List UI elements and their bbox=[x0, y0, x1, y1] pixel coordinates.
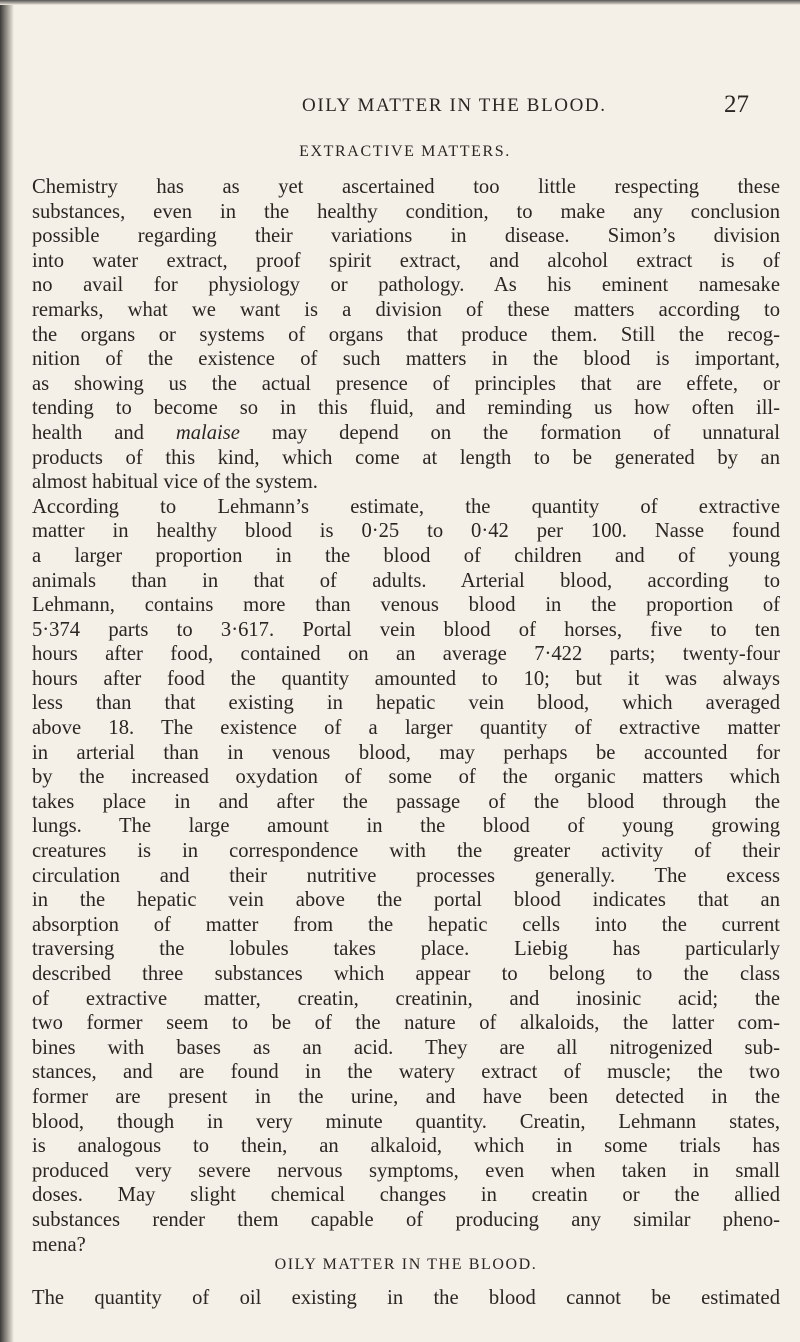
text-line: substances render them capable of producing any similar pheno- bbox=[32, 1208, 780, 1231]
text-line: The quantity of oil existing in the blood cannot be estimated bbox=[32, 1287, 780, 1309]
running-head bbox=[0, 91, 800, 125]
text-line: products of this kind, which come at length to be generated by an bbox=[32, 446, 780, 469]
text-line: two former seem to be of the nature of alkaloids, the latter com- bbox=[32, 1012, 780, 1035]
section-heading-oily-matter: OILY MATTER IN THE BLOOD. bbox=[274, 1256, 538, 1273]
text-line: in the hepatic vein above the portal blood indicates that an bbox=[32, 889, 780, 912]
text-line: Lehmann, contains more than venous blood in the proportion of bbox=[32, 594, 780, 617]
text-line: health and malaise may depend on the formation of unnatural bbox=[32, 421, 780, 444]
page-top-edge bbox=[0, 0, 800, 5]
text-line: tending to become so in this fluid, and reminding us how often ill- bbox=[32, 397, 780, 420]
text-line: no avail for physiology or pathology. As his eminent namesake bbox=[32, 274, 780, 297]
text-line: Chemistry has as yet ascertained too little respecting these bbox=[32, 176, 780, 198]
text-line: of extractive matter, creatin, creatinin, and inosinic acid; the bbox=[32, 987, 780, 1010]
text-line: by the increased oxydation of some of the organic matters which bbox=[32, 766, 780, 789]
text-line: almost habitual vice of the system. bbox=[32, 471, 318, 494]
text-line: possible regarding their variations in disease. Simon’s division bbox=[32, 225, 780, 248]
running-title: OILY MATTER IN THE BLOOD. bbox=[302, 95, 607, 116]
text-line: hours after food the quantity amounted to 10; but it was always bbox=[32, 667, 780, 690]
text-line: as showing us the actual presence of principles that are effete, or bbox=[32, 372, 780, 395]
text-line: takes place in and after the passage of the blood through the bbox=[32, 790, 780, 813]
text-line: produced very severe nervous symptoms, even when taken in small bbox=[32, 1159, 780, 1182]
text-line: doses. May slight chemical changes in creatin or the allied bbox=[32, 1184, 780, 1207]
text-line: animals than in that of adults. Arterial blood, according to bbox=[32, 569, 780, 592]
text-line: lungs. The large amount in the blood of young growing bbox=[32, 815, 780, 838]
text-line: into water extract, proof spirit extract, and alcohol extract is of bbox=[32, 249, 780, 272]
text-line: traversing the lobules takes place. Liebig has particularly bbox=[32, 938, 780, 961]
text-line: described three substances which appear to belong to the class bbox=[32, 963, 780, 985]
text-line: circulation and their nutritive processes generally. The excess bbox=[32, 864, 780, 887]
text-line: blood, though in very minute quantity. Creatin, Lehmann states, bbox=[32, 1110, 780, 1133]
text-line: above 18. The existence of a larger quantity of extractive matter bbox=[32, 717, 780, 740]
text-line: former are present in the urine, and have been detected in the bbox=[32, 1085, 780, 1108]
section-heading-extractive-matters: EXTRACTIVE MATTERS. bbox=[299, 143, 511, 160]
text-line: is analogous to thein, an alkaloid, which in some trials has bbox=[32, 1135, 780, 1158]
text-line: According to Lehmann’s estimate, the quantity of extractive bbox=[32, 495, 780, 518]
text-line: stances, and are found in the watery extract of muscle; the two bbox=[32, 1061, 780, 1084]
text-line: a larger proportion in the blood of children and of young bbox=[32, 544, 780, 567]
text-line: 5·374 parts to 3·617. Portal vein blood of horses, five to ten bbox=[32, 618, 780, 641]
text-line: remarks, what we want is a division of these matters according to bbox=[32, 298, 780, 321]
page-number: 27 bbox=[724, 91, 749, 118]
text-line: nition of the existence of such matters in the blood is important, bbox=[32, 348, 780, 371]
text-line: matter in healthy blood is 0·25 to 0·42 per 100. Nasse found bbox=[32, 520, 780, 543]
text-line: the organs or systems of organs that produce them. Still the recog- bbox=[32, 323, 780, 346]
text-line: bines with bases as an acid. They are all nitrogenized sub- bbox=[32, 1036, 780, 1059]
page-binding-edge bbox=[0, 0, 14, 1342]
text-line: absorption of matter from the hepatic cells into the current bbox=[32, 913, 780, 936]
section-body-extractive-matters bbox=[32, 175, 780, 1257]
text-line: substances, even in the healthy condition, to make any conclusion bbox=[32, 200, 780, 223]
text-line: in arterial than in venous blood, may perhaps be accounted for bbox=[32, 741, 780, 764]
text-line: hours after food, contained on an average 7·422 parts; twenty-four bbox=[32, 643, 780, 666]
text-line: less than that existing in hepatic vein blood, which averaged bbox=[32, 692, 780, 715]
text-line: creatures is in correspondence with the greater activity of their bbox=[32, 840, 780, 863]
text-line: mena? bbox=[32, 1233, 86, 1256]
section-body-oily-matter bbox=[32, 1286, 780, 1311]
